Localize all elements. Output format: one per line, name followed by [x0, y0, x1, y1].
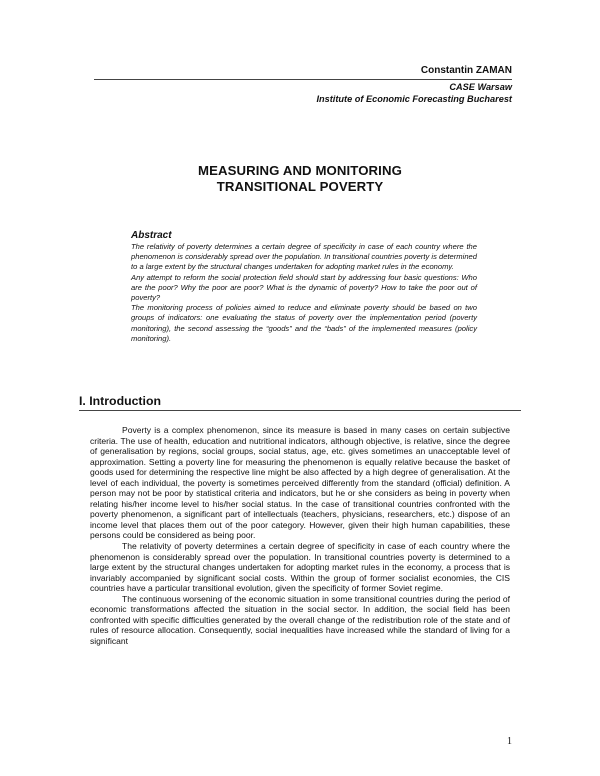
section-body	[90, 425, 510, 646]
abstract	[131, 230, 477, 344]
abstract-paragraph-3: The monitoring process of policies aimed to reduce and eliminate poverty should be based on two groups of indicators: one evaluating the status of poverty over the implementation period (poverty monitoring), the second assessing the “goods” and the “bads” of the implemented measures (policy monitoring).	[131, 303, 477, 343]
body-paragraph-3: The continuous worsening of the economic situation in some transitional countries during the period of economic transformations affected the situation in the social sector. In addition, the social field has been confronted with specific difficulties generated by the overall change of the redistribution role of the state and of rules of resource allocation. Consequently, social inequalities have increased while the standard of living for a significant	[90, 593, 510, 646]
author-name: Constantin ZAMAN	[420, 65, 512, 76]
section-rule	[79, 410, 521, 411]
header-rule	[94, 79, 512, 80]
title-line-1: MEASURING AND MONITORING	[198, 163, 402, 178]
abstract-paragraph-2: Any attempt to reform the social protection field should start by addressing four basic questions: Who are the poor? Why the poor are poor? What is the dynamic of poverty? How to take the poor out of poverty?	[131, 272, 477, 303]
section-heading: I. Introduction	[79, 394, 161, 408]
paper-title	[0, 163, 600, 195]
abstract-paragraph-1: The relativity of poverty determines a certain degree of specificity in case of each country where the phenomenon is considerably spread over the population. In transitional countries poverty is determined to a large extent by the structural changes undertaken for adopting market rules in the economy.	[131, 242, 477, 272]
affiliation-1: CASE Warsaw	[449, 82, 512, 92]
title-line-2: TRANSITIONAL POVERTY	[216, 179, 384, 194]
affiliation-2: Institute of Economic Forecasting Bucharest	[316, 94, 512, 104]
body-paragraph-1: Poverty is a complex phenomenon, since its measure is based in many cases on certain subjective criteria. The use of health, education and nutritional indicators, although objective, is relative, since the degree of generalisation by regions, social groups, social status, age, etc. gives sometimes an unacceptable level of approximation. Setting a poverty line for measuring the phenomenon is equally relative because the basket of goods used for determining the respective line might be also affected by a high degree of generalisation. At the level of each individual, the poverty is sometimes perceived differently from the standard (official) definition. A person may not be poor by statistical criteria and indicators, but he or she considers as being in poverty when relating his/her income level to his/her social status. In the case of transitional countries confronted with the poverty phenomenon, a significant part of intellectuals (teachers, physicians, researchers, etc.) dispose of an income level that places them out of the poor category. However, given their high human capabilities, these persons could be considered as being poor.	[90, 425, 510, 541]
page-number: 1	[507, 736, 512, 747]
abstract-heading: Abstract	[131, 230, 172, 241]
author-block	[421, 64, 512, 77]
affiliations	[316, 81, 512, 105]
body-paragraph-2: The relativity of poverty determines a certain degree of specificity in case of each country where the phenomenon is considerably spread over the population. In transitional countries poverty is determined to a large extent by the structural changes undertaken for adopting market rules in the economy, a process that is invariably accompanied by significant social costs. Within the group of former socialist economies, the CIS countries have a particular transitional evolution, given the specificity of former Soviet regime.	[90, 541, 510, 594]
